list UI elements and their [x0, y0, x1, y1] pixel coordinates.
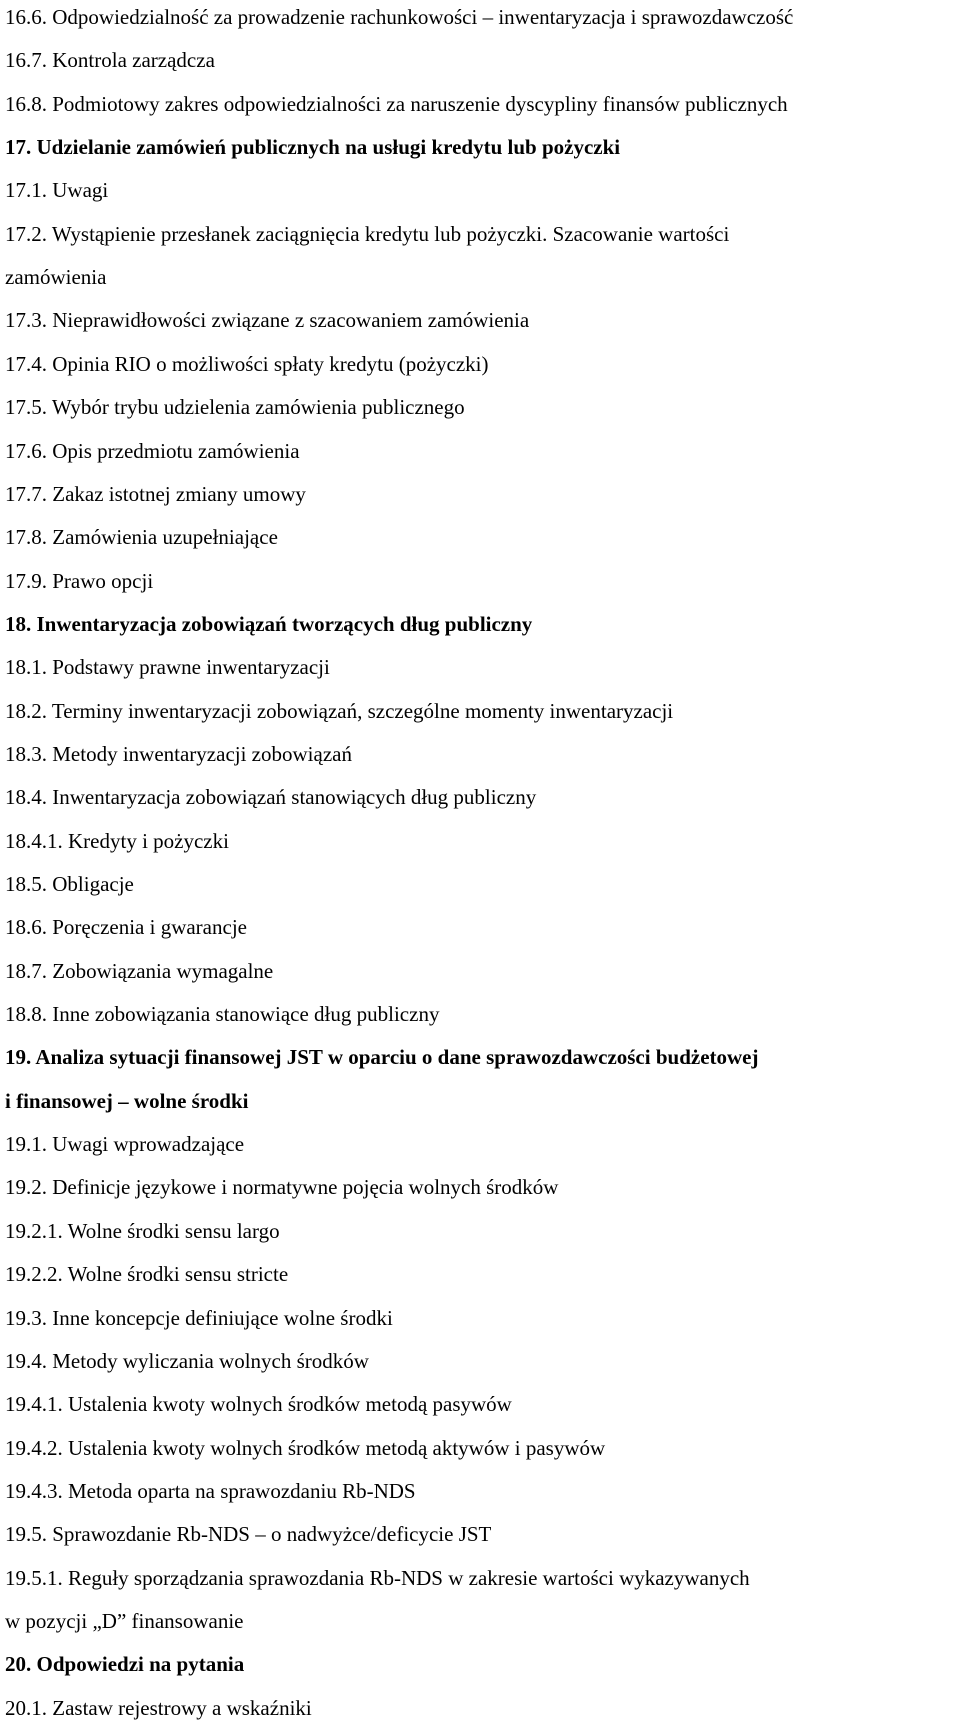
toc-entry: 19.4.3. Metoda oparta na sprawozdaniu Rb-NDS	[5, 1479, 416, 1503]
toc-entry: 17.4. Opinia RIO o możliwości spłaty kredytu (pożyczki)	[5, 352, 489, 376]
toc-chapter-heading: 20. Odpowiedzi na pytania	[5, 1652, 245, 1676]
toc-entry: 19.4. Metody wyliczania wolnych środków	[5, 1349, 369, 1373]
toc-entry: 18.4. Inwentaryzacja zobowiązań stanowiących dług publiczny	[5, 785, 537, 809]
toc-entry: 17.8. Zamówienia uzupełniające	[5, 525, 278, 549]
toc-entry: 17.1. Uwagi	[5, 178, 109, 202]
toc-entry: 16.8. Podmiotowy zakres odpowiedzialności za naruszenie dyscypliny finansów publicznych	[5, 92, 788, 116]
toc-entry: 18.3. Metody inwentaryzacji zobowiązań	[5, 742, 352, 766]
toc-entry: 19.5. Sprawozdanie Rb-NDS – o nadwyżce/deficycie JST	[5, 1522, 492, 1546]
toc-entry: 19.4.2. Ustalenia kwoty wolnych środków metodą aktywów i pasywów	[5, 1436, 606, 1460]
toc-entry: 17.2. Wystąpienie przesłanek zaciągnięcia kredytu lub pożyczki. Szacowanie wartości	[5, 222, 730, 246]
toc-chapter-heading: 17. Udzielanie zamówień publicznych na usługi kredytu lub pożyczki	[5, 135, 621, 159]
toc-entry: 18.5. Obligacje	[5, 872, 134, 896]
toc-entry: 16.6. Odpowiedzialność za prowadzenie rachunkowości – inwentaryzacja i sprawozdawczość	[5, 5, 794, 29]
toc-entry: 19.2.1. Wolne środki sensu largo	[5, 1219, 280, 1243]
toc-entry: 17.3. Nieprawidłowości związane z szacowaniem zamówienia	[5, 308, 530, 332]
toc-entry: 19.3. Inne koncepcje definiujące wolne środki	[5, 1306, 393, 1330]
toc-entry: 17.6. Opis przedmiotu zamówienia	[5, 439, 300, 463]
toc-entry: 18.2. Terminy inwentaryzacji zobowiązań, szczególne momenty inwentaryzacji	[5, 699, 674, 723]
toc-entry: 19.1. Uwagi wprowadzające	[5, 1132, 245, 1156]
toc-entry: 17.5. Wybór trybu udzielenia zamówienia publicznego	[5, 395, 465, 419]
toc-entry: 19.2. Definicje językowe i normatywne pojęcia wolnych środków	[5, 1175, 559, 1199]
toc-entry: 17.7. Zakaz istotnej zmiany umowy	[5, 482, 306, 506]
toc-entry: 19.2.2. Wolne środki sensu stricte	[5, 1262, 289, 1286]
toc-entry: w pozycji „D” finansowanie	[5, 1609, 244, 1633]
toc-entry: 19.5.1. Reguły sporządzania sprawozdania Rb-NDS w zakresie wartości wykazywanych	[5, 1566, 750, 1590]
toc-chapter-heading: i finansowej – wolne środki	[5, 1089, 249, 1113]
toc-entry: 18.4.1. Kredyty i pożyczki	[5, 829, 229, 853]
toc-entry: 18.7. Zobowiązania wymagalne	[5, 959, 274, 983]
toc-entry: 18.6. Poręczenia i gwarancje	[5, 915, 247, 939]
toc-entry: 17.9. Prawo opcji	[5, 569, 154, 593]
toc-entry: 16.7. Kontrola zarządcza	[5, 48, 215, 72]
toc-entry: zamówienia	[5, 265, 107, 289]
toc-chapter-heading: 19. Analiza sytuacji finansowej JST w oparciu o dane sprawozdawczości budżetowej	[5, 1045, 759, 1069]
toc-chapter-heading: 18. Inwentaryzacja zobowiązań tworzących dług publiczny	[5, 612, 533, 636]
toc-entry: 18.8. Inne zobowiązania stanowiące dług publiczny	[5, 1002, 440, 1026]
toc-entry: 18.1. Podstawy prawne inwentaryzacji	[5, 655, 330, 679]
toc-entry: 20.1. Zastaw rejestrowy a wskaźniki	[5, 1696, 312, 1720]
toc-entry: 19.4.1. Ustalenia kwoty wolnych środków metodą pasywów	[5, 1392, 512, 1416]
